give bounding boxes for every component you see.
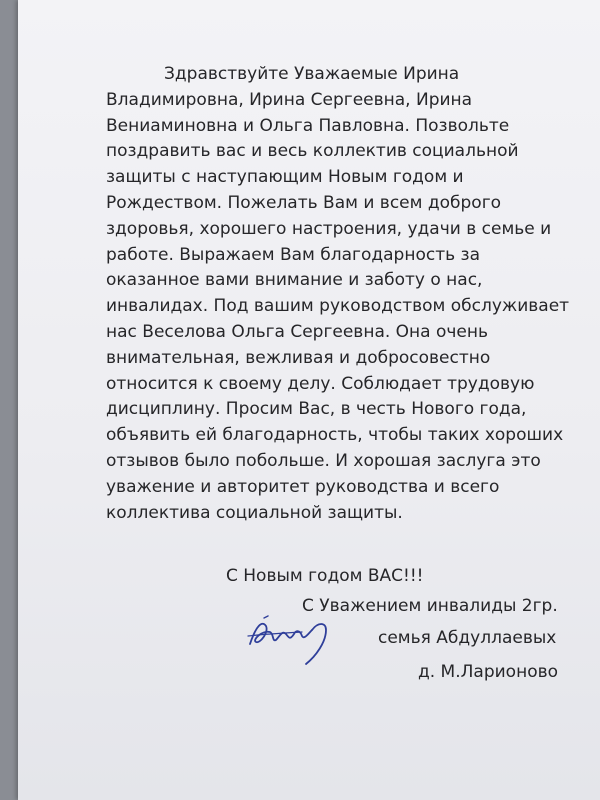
letter-body [106,62,576,526]
new-year-greeting: С Новым годом ВАС!!! [226,566,424,586]
regards-line: С Уважением инвалиды 2гр. [302,596,558,616]
letter-paragraph-text: Здравствуйте Уважаемые Ирина Владимировна, Ирина Сергеевна, Ирина Вениаминовна и Ольга Павловна. Позвольте поздравить вас и весь коллектив социальной защиты с наступающим Новым годом и Рождеством. Пожелать Вам и всем доброго здоровья, хорошего настроения, удачи в семье и работе. Выражаем Вам благодарность за оказанное вами внимание и заботу о нас, инвалидах. Под вашим руководством обслуживает нас Веселова Ольга Сергеевна. Она очень внимательная, вежливая и добросовестно относится к своему делу. Соблюдает трудовую дисциплину. Просим Вас, в честь Нового года, объявить ей благодарность, чтобы таких хороших отзывов было побольше. И хорошая заслуга это уважение и авторитет руководства и всего коллектива социальной защиты. [106,64,570,523]
handwritten-signature [246,600,346,670]
family-name: семья Абдуллаевых [378,628,557,648]
letter-paragraph [106,62,576,526]
letter-sheet [18,0,600,800]
village-name: д. М.Ларионово [418,662,559,682]
